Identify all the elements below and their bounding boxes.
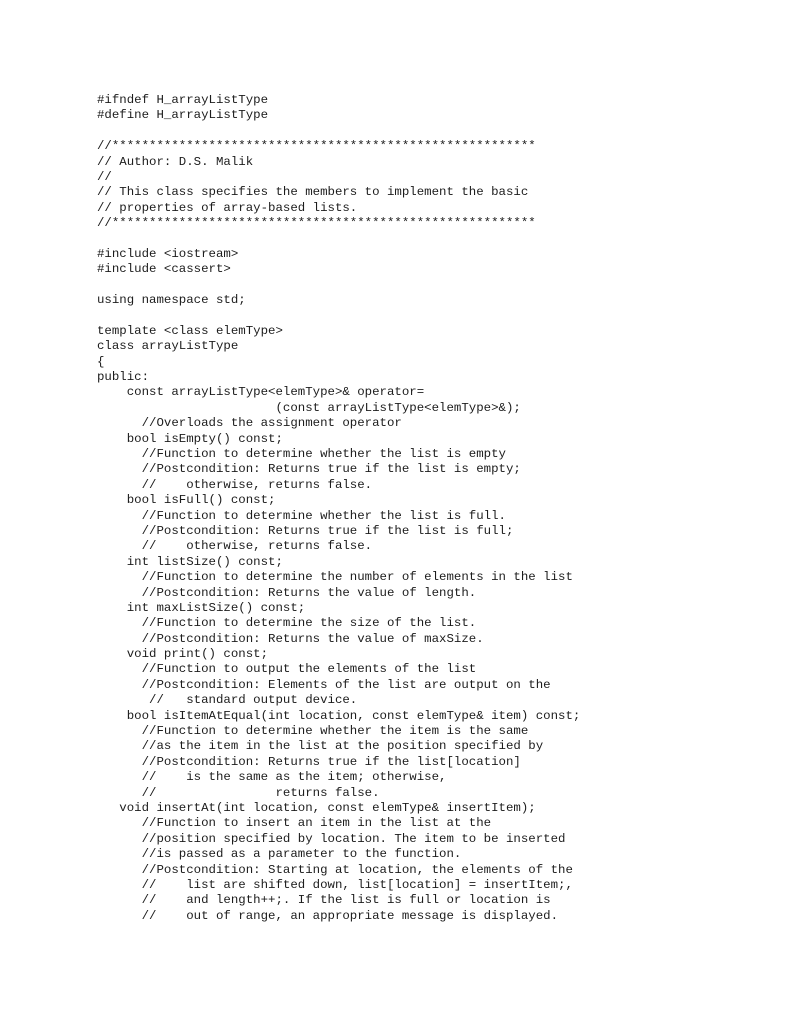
code-line: // is the same as the item; otherwise, (97, 770, 447, 785)
code-line: using namespace std; (97, 293, 246, 308)
code-line: public: (97, 370, 150, 385)
blank-line (97, 124, 580, 139)
blank-line (97, 232, 580, 247)
code-line: // and length++;. If the list is full or location is (97, 893, 551, 908)
code-line: //Postcondition: Returns the value of length. (97, 585, 477, 600)
code-line: // otherwise, returns false. (97, 539, 373, 554)
code-line: //Postcondition: Returns true if the list is empty; (97, 462, 521, 477)
code-line: // list are shifted down, list[location] = insertItem;, (97, 877, 573, 892)
code-line: // (97, 169, 112, 184)
code-line: bool isEmpty() const; (97, 431, 283, 446)
code-line: //********************************************************* (97, 139, 536, 154)
code-line: // standard output device. (97, 693, 358, 708)
code-line: #include <iostream> (97, 246, 239, 261)
code-line: //Function to determine whether the list is full. (97, 508, 506, 523)
code-line: //Postcondition: Returns true if the list is full; (97, 523, 514, 538)
code-line: #include <cassert> (97, 262, 231, 277)
code-line: //position specified by location. The item to be inserted (97, 831, 566, 846)
code-line: // otherwise, returns false. (97, 477, 373, 492)
code-line: //Function to determine whether the list is empty (97, 446, 506, 461)
code-line: //Postcondition: Returns the value of maxSize. (97, 631, 484, 646)
code-line: class arrayListType (97, 339, 239, 354)
code-line: // returns false. (97, 785, 380, 800)
code-line: //********************************************************* (97, 216, 536, 231)
code-line: int listSize() const; (97, 554, 283, 569)
code-line: //Postcondition: Elements of the list are output on the (97, 677, 551, 692)
code-line: const arrayListType<elemType>& operator= (97, 385, 425, 400)
code-line: //as the item in the list at the position specified by (97, 739, 544, 754)
code-line: (const arrayListType<elemType>&); (97, 400, 521, 415)
code-line: #ifndef H_arrayListType (97, 93, 269, 107)
code-line: { (97, 354, 105, 369)
code-line: //Function to determine the size of the list. (97, 616, 477, 631)
code-line: int maxListSize() const; (97, 600, 306, 615)
code-line: //Postcondition: Starting at location, the elements of the (97, 862, 573, 877)
code-line: //Function to determine whether the item is the same (97, 724, 529, 739)
code-line: //Function to insert an item in the list at the (97, 816, 492, 831)
code-line: template <class elemType> (97, 323, 283, 338)
code-line: // out of range, an appropriate message is displayed. (97, 908, 559, 923)
code-line: //Overloads the assignment operator (97, 416, 402, 431)
code-line: // Author: D.S. Malik (97, 154, 254, 169)
code-line: //Function to output the elements of the list (97, 662, 477, 677)
code-line: void print() const; (97, 647, 269, 662)
blank-line (97, 308, 580, 323)
code-line: #define H_arrayListType (97, 108, 269, 123)
code-line: //Function to determine the number of elements in the list (97, 570, 573, 585)
code-listing (97, 93, 580, 924)
code-line: void insertAt(int location, const elemType& insertItem); (97, 800, 536, 815)
code-line: // This class specifies the members to implement the basic (97, 185, 529, 200)
blank-line (97, 278, 580, 293)
code-line: //is passed as a parameter to the function. (97, 847, 462, 862)
code-line: // properties of array-based lists. (97, 200, 358, 215)
code-line: bool isItemAtEqual(int location, const elemType& item) const; (97, 708, 581, 723)
code-line: bool isFull() const; (97, 493, 276, 508)
code-line: //Postcondition: Returns true if the list[location] (97, 754, 521, 769)
